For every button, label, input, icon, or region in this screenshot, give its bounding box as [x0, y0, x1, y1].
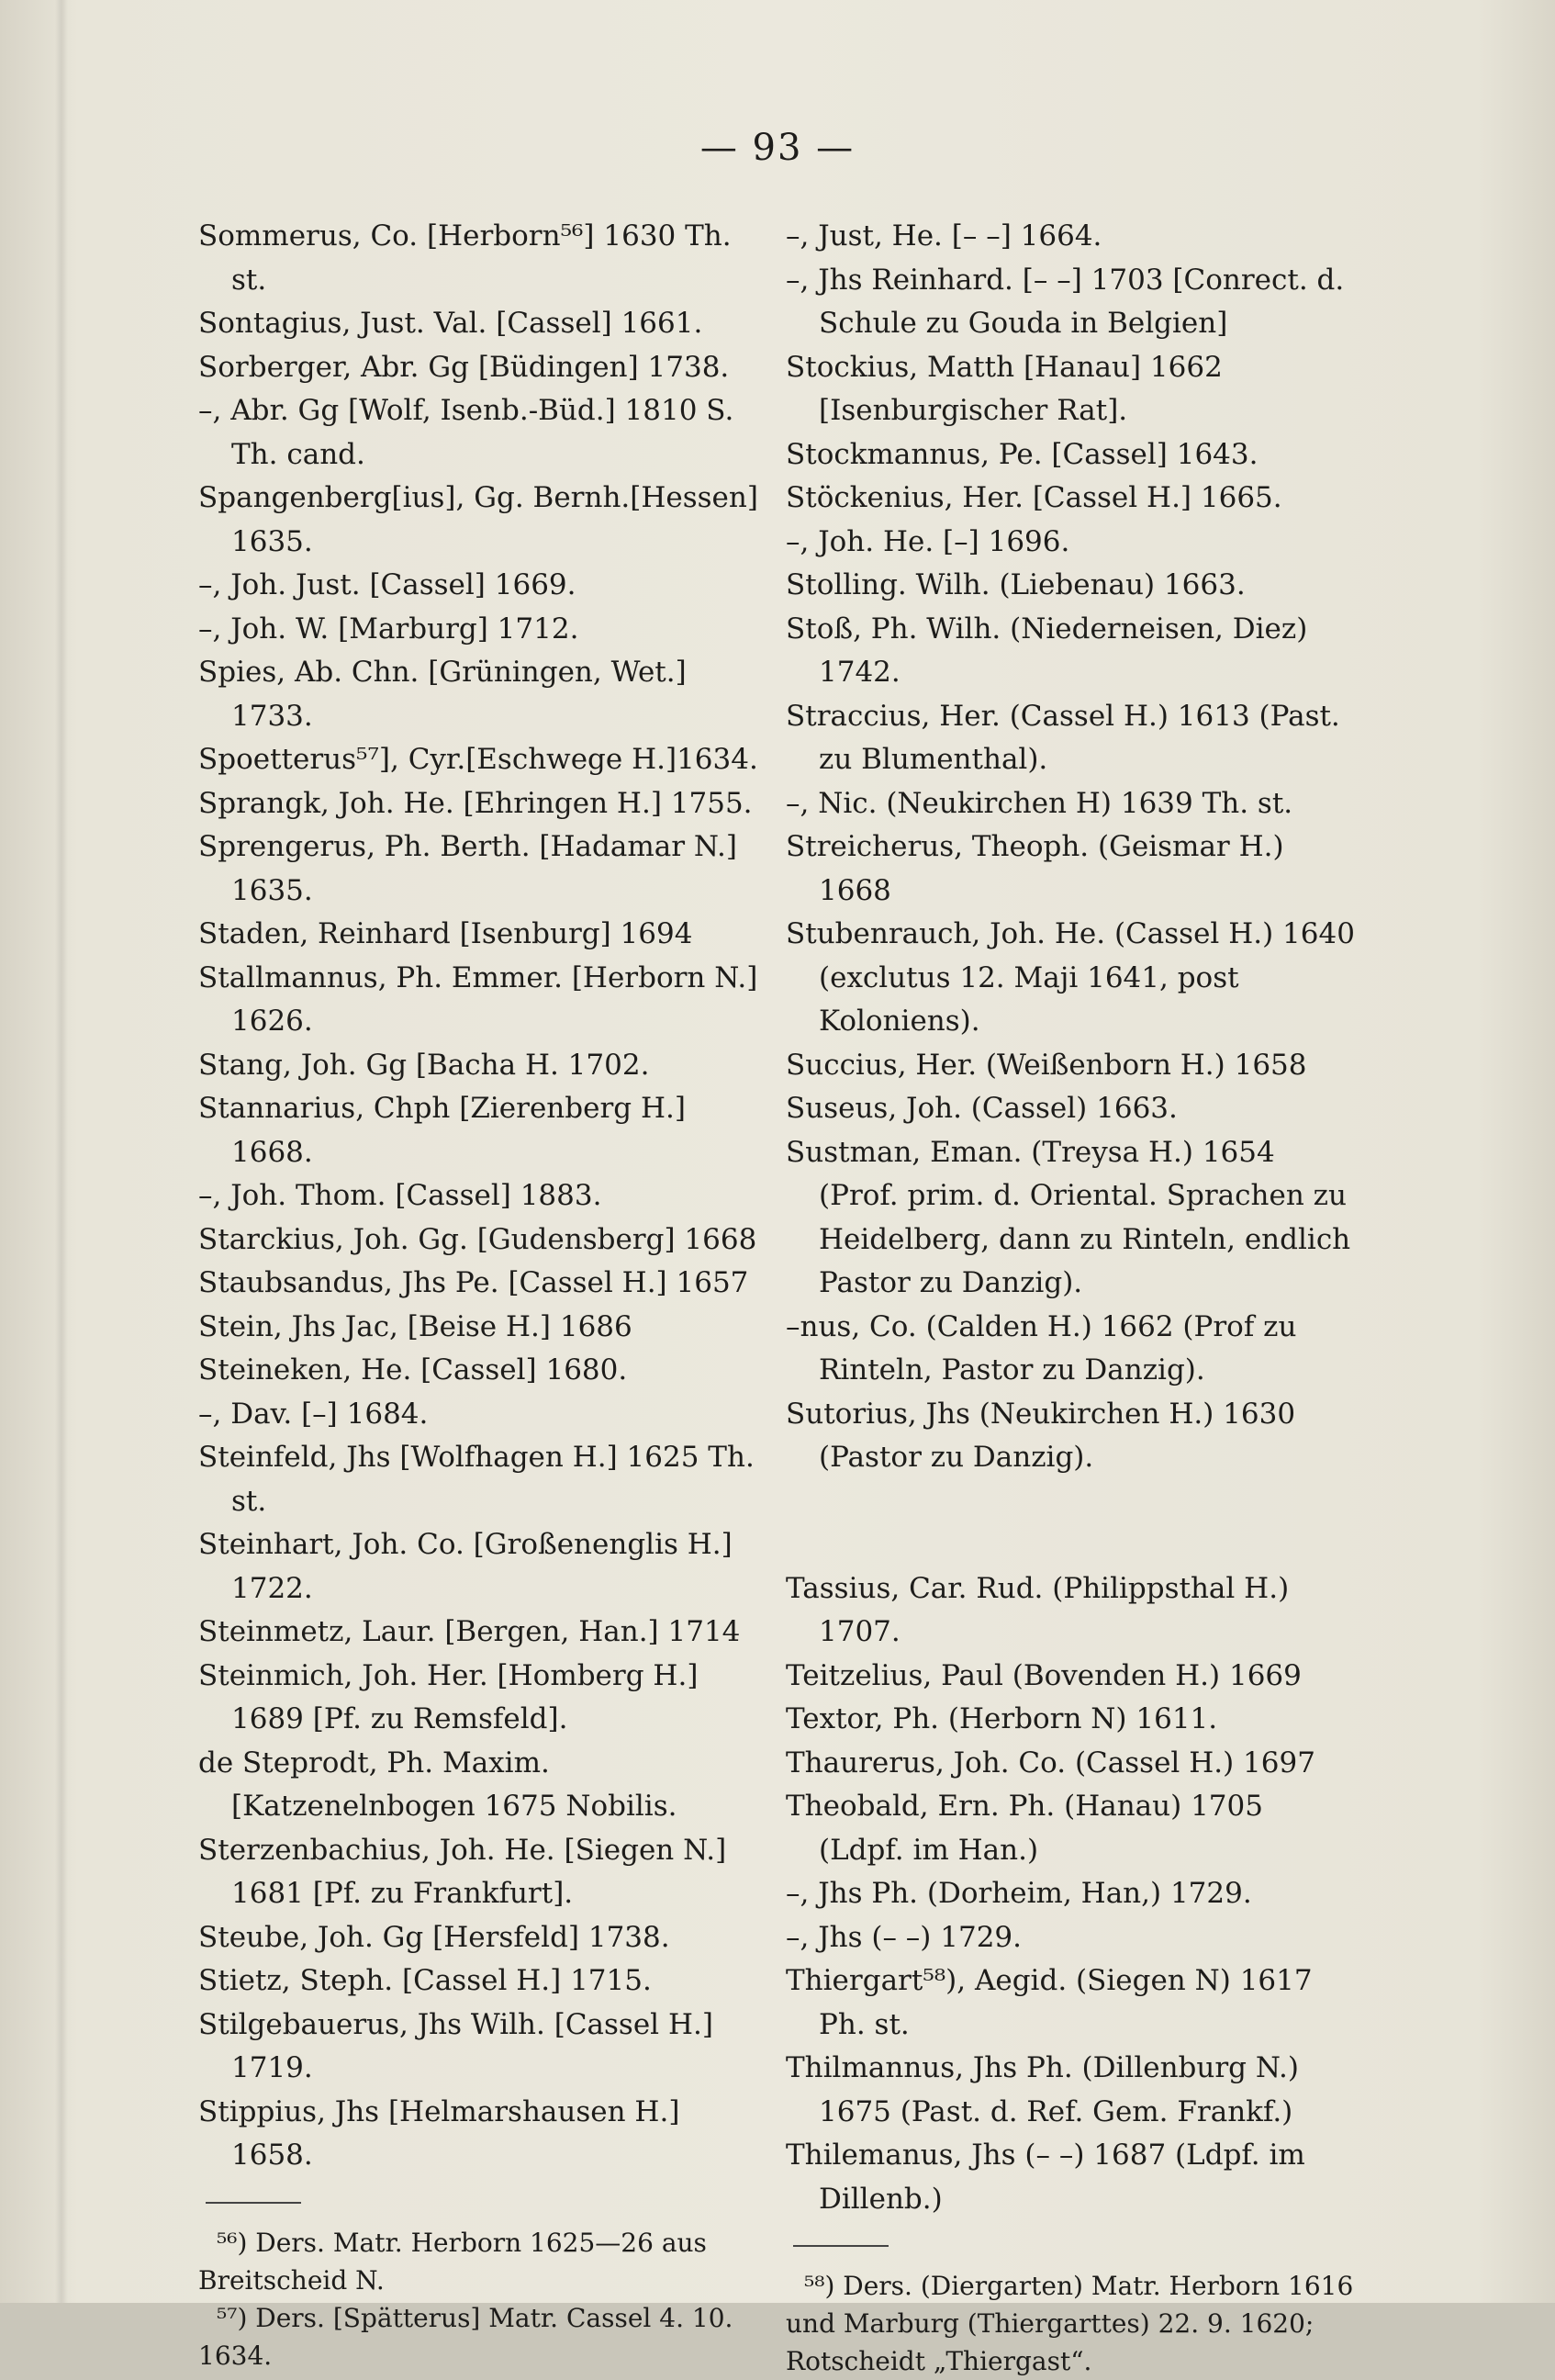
register-entry: –, Abr. Gg [Wolf, Isenb.-Büd.] 1810 S. Th. cand.	[198, 394, 734, 471]
register-entry: Steinmetz, Laur. [Bergen, Han.] 1714	[198, 1615, 741, 1648]
register-entry: Stubenrauch, Joh. He. (Cassel H.) 1640 (exclutus 12. Maji 1641, post Koloniens).	[786, 917, 1355, 1038]
register-entry: –, Jhs Ph. (Dorheim, Han,) 1729.	[786, 1877, 1252, 1910]
register-entry: Straccius, Her. (Cassel H.) 1613 (Past. zu Blumenthal).	[786, 699, 1340, 776]
register-entry: Streicherus, Theoph. (Geismar H.) 1668	[786, 830, 1284, 907]
register-entry: Sutorius, Jhs (Neukirchen H.) 1630 (Pastor zu Danzig).	[786, 1397, 1296, 1474]
register-entry: Theobald, Ern. Ph. (Hanau) 1705 (Ldpf. im Han.)	[786, 1790, 1263, 1867]
footnote: ⁵⁷) Ders. [Spätterus] Matr. Cassel 4. 10. 1634.	[198, 2302, 733, 2371]
right-column	[786, 215, 1357, 2380]
left-entries	[198, 215, 758, 2178]
register-entry: Stolling. Wilh. (Liebenau) 1663.	[786, 568, 1246, 601]
register-entry: Sorberger, Abr. Gg [Büdingen] 1738.	[198, 350, 730, 384]
register-entry: –, Joh. Just. [Cassel] 1669.	[198, 568, 576, 601]
register-entry: Staden, Reinhard [Isenburg] 1694	[198, 917, 693, 950]
register-entry: –, Dav. [–] 1684.	[198, 1397, 429, 1431]
register-entry: Stöckenius, Her. [Cassel H.] 1665.	[786, 481, 1282, 514]
register-entry: Sprengerus, Ph. Berth. [Hadamar N.] 1635.	[198, 830, 737, 907]
register-entry: –, Jhs (– –) 1729.	[786, 1920, 1023, 1954]
register-entry: Stannarius, Chph [Zierenberg H.] 1668.	[198, 1092, 686, 1169]
register-entry: Sommerus, Co. [Herborn⁵⁶] 1630 Th. st.	[198, 219, 732, 297]
register-entry: Sontagius, Just. Val. [Cassel] 1661.	[198, 307, 703, 340]
register-entry: Stietz, Steph. [Cassel H.] 1715.	[198, 1964, 652, 1997]
register-entry: Stallmannus, Ph. Emmer. [Herborn N.] 1626.	[198, 960, 758, 1038]
register-entry: Steube, Joh. Gg [Hersfeld] 1738.	[198, 1920, 670, 1954]
register-entry: Sterzenbachius, Joh. He. [Siegen N.] 1681 [Pf. zu Frankfurt].	[198, 1833, 727, 1910]
register-entry: Textor, Ph. (Herborn N) 1611.	[786, 1702, 1218, 1735]
page-gutter-shadow	[55, 0, 68, 2303]
register-entry: Thiergart⁵⁸), Aegid. (Siegen N) 1617 Ph. st.	[786, 1964, 1313, 2041]
register-entry: Steinmich, Joh. Her. [Homberg H.] 1689 [Pf. zu Remsfeld].	[198, 1658, 699, 1735]
register-entry: Stein, Jhs Jac, [Beise H.] 1686	[198, 1309, 632, 1343]
register-entry: Thilemanus, Jhs (– –) 1687 (Ldpf. im Dillenb.)	[786, 2139, 1305, 2216]
left-footnotes	[198, 2224, 758, 2374]
footnote: ⁵⁸) Ders. (Diergarten) Matr. Herborn 1616 und Marburg (Thiergarttes) 22. 9. 1620; Rotscheidt „Thiergast“.	[786, 2271, 1354, 2376]
register-entry: Succius, Her. (Weißenborn H.) 1658	[786, 1048, 1307, 1082]
page-number: — 93 —	[699, 127, 856, 169]
register-entry: Stockmannus, Pe. [Cassel] 1643.	[786, 437, 1259, 471]
register-entry: Stippius, Jhs [Helmarshausen H.] 1658.	[198, 2094, 680, 2172]
register-entry: Spoetterus⁵⁷], Cyr.[Eschwege H.]1634.	[198, 743, 758, 776]
register-entry: Stilgebauerus, Jhs Wilh. [Cassel H.] 1719.	[198, 2007, 713, 2084]
register-entry: Steineken, He. [Cassel] 1680.	[198, 1353, 628, 1386]
register-entry: –, Joh. He. [–] 1696.	[786, 524, 1070, 558]
register-entry: Tassius, Car. Rud. (Philippsthal H.) 1707.	[786, 1571, 1290, 1648]
register-entry: Suseus, Joh. (Cassel) 1663.	[786, 1092, 1178, 1125]
register-entry: Sprangk, Joh. He. [Ehringen H.] 1755.	[198, 786, 753, 820]
register-entry: Teitzelius, Paul (Bovenden H.) 1669	[786, 1658, 1302, 1692]
register-entry: Spangenberg[ius], Gg. Bernh.[Hessen] 1635.	[198, 481, 758, 558]
register-entry: Stockius, Matth [Hanau] 1662 [Isenburgischer Rat].	[786, 350, 1223, 427]
register-entry: –, Just, He. [– –] 1664.	[786, 219, 1102, 253]
footnote-rule	[206, 2202, 301, 2204]
right-footnotes	[786, 2267, 1357, 2380]
register-entry: Starckius, Joh. Gg. [Gudensberg] 1668	[198, 1222, 757, 1256]
register-entry: Thilmannus, Jhs Ph. (Dillenburg N.) 1675 (Past. d. Ref. Gem. Frankf.)	[786, 2051, 1299, 2128]
register-entry: –, Joh. Thom. [Cassel] 1883.	[198, 1179, 602, 1212]
footnote-rule	[793, 2245, 889, 2247]
register-entry: Steinhart, Joh. Co. [Großenenglis H.] 1722.	[198, 1528, 733, 1605]
register-entry: Sustman, Eman. (Treysa H.) 1654 (Prof. prim. d. Oriental. Sprachen zu Heidelberg, dann zu Rinteln, endlich Pastor zu Danzig).	[786, 1135, 1351, 1299]
section-gap	[786, 1480, 1357, 1567]
right-entries-t	[786, 1567, 1357, 2222]
register-entry: Steinfeld, Jhs [Wolfhagen H.] 1625 Th. st.	[198, 1441, 755, 1518]
register-entry: –, Jhs Reinhard. [– –] 1703 [Conrect. d. Schule zu Gouda in Belgien]	[786, 263, 1345, 340]
register-entry: Spies, Ab. Chn. [Grüningen, Wet.] 1733.	[198, 656, 687, 733]
register-entry: Stang, Joh. Gg [Bacha H. 1702.	[198, 1048, 650, 1082]
footnote: ⁵⁶) Ders. Matr. Herborn 1625—26 aus Breitscheid N.	[198, 2227, 707, 2296]
register-entry: –nus, Co. (Calden H.) 1662 (Prof zu Rinteln, Pastor zu Danzig).	[786, 1309, 1297, 1386]
left-column	[198, 215, 758, 2374]
right-entries-s	[786, 215, 1357, 1480]
register-entry: Staubsandus, Jhs Pe. [Cassel H.] 1657	[198, 1266, 749, 1299]
register-entry: Thaurerus, Joh. Co. (Cassel H.) 1697	[786, 1746, 1315, 1779]
register-entry: de Steprodt, Ph. Maxim. [Katzenelnbogen 1675 Nobilis.	[198, 1746, 677, 1823]
register-entry: –, Nic. (Neukirchen H) 1639 Th. st.	[786, 786, 1293, 820]
register-entry: –, Joh. W. [Marburg] 1712.	[198, 612, 579, 646]
register-entry: Stoß, Ph. Wilh. (Niederneisen, Diez) 1742.	[786, 612, 1308, 689]
